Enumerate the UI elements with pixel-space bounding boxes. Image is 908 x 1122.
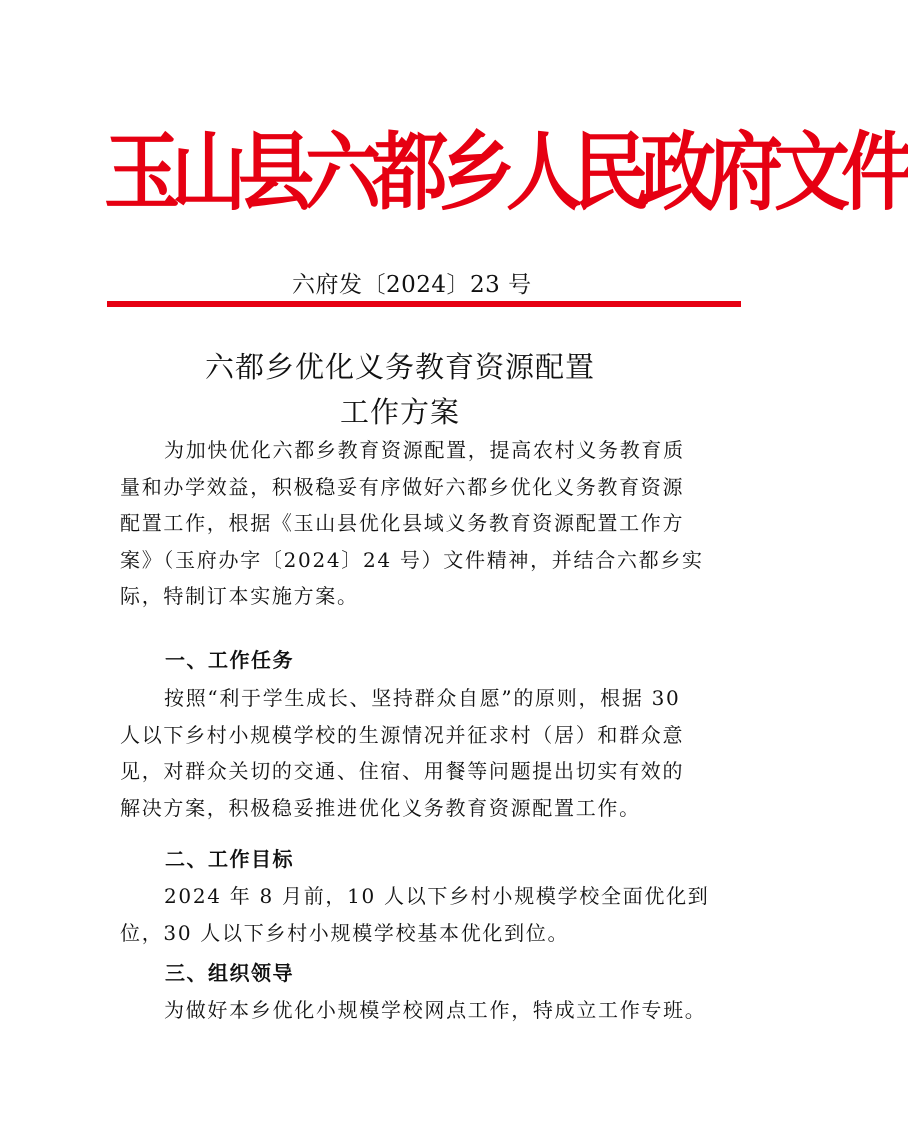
paragraph-line: 见，对群众关切的交通、住宿、用餐等问题提出切实有效的	[120, 759, 685, 783]
paragraph-line: 解决方案，积极稳妥推进优化义务教育资源配置工作。	[120, 795, 641, 820]
red-separator-rule	[107, 301, 741, 307]
document-number: 六府发〔2024〕23 号	[292, 272, 532, 298]
paragraph-line: 为加快优化六都乡教育资源配置，提高农村义务教育质	[164, 438, 685, 462]
document-title-line-2: 工作方案	[339, 395, 460, 429]
document-title-line-1: 六都乡优化义务教育资源配置	[204, 350, 595, 384]
section-heading-organization: 三、组织领导	[165, 961, 294, 985]
organization-paragraph	[120, 992, 707, 1029]
section-heading-tasks: 一、工作任务	[165, 648, 294, 672]
paragraph-line: 为做好本乡优化小规模学校网点工作，特成立工作专班。	[164, 998, 707, 1022]
paragraph-line: 按照“利于学生成长、坚持群众自愿”的原则，根据 30	[164, 686, 681, 710]
section-heading-goals: 二、工作目标	[165, 847, 294, 871]
goals-paragraph	[120, 878, 710, 951]
paragraph-line: 配置工作，根据《玉山县优化县域义务教育资源配置工作方	[120, 511, 685, 535]
paragraph-line: 际，特制订本实施方案。	[120, 584, 359, 608]
paragraph-line: 人以下乡村小规模学校的生源情况并征求村（居）和群众意	[120, 722, 685, 747]
paragraph-line: 2024 年 8 月前，10 人以下乡村小规模学校全面优化到	[164, 884, 710, 908]
paragraph-line: 量和办学效益，积极稳妥有序做好六都乡优化义务教育资源	[120, 474, 685, 499]
paragraph-line: 案》（玉府办字〔2024〕24 号）文件精神，并结合六都乡实	[120, 547, 704, 572]
issuer-masthead: 玉山县六都乡人民政府文件	[104, 122, 908, 223]
tasks-paragraph	[120, 680, 686, 826]
paragraph-line: 位，30 人以下乡村小规模学校基本优化到位。	[120, 920, 570, 945]
intro-paragraph	[120, 432, 704, 615]
